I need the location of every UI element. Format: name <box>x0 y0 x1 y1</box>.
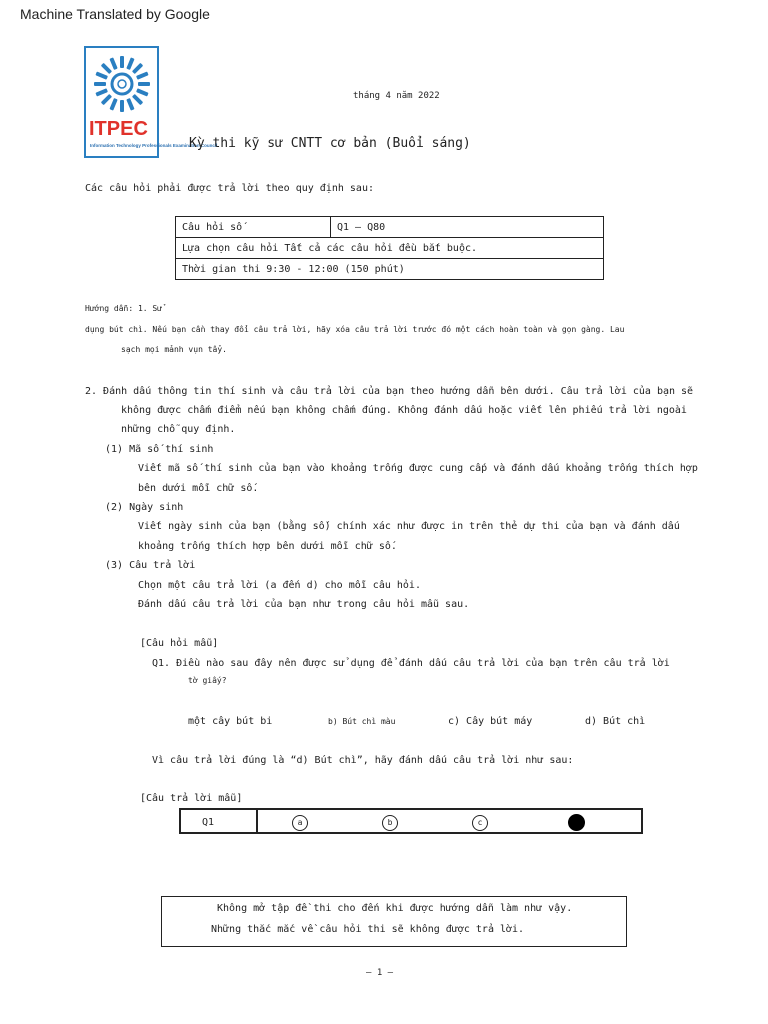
sample-heading: [Câu hỏi mẫu] <box>140 638 219 649</box>
sample-question: Q1. Điều nào sau đây nên được sử dụng để đánh dấu câu trả lời của bạn trên câu trả lời <box>152 658 670 669</box>
instructions-line: sạch mọi mảnh vụn tẩy. <box>121 345 227 354</box>
table-cell: Thời gian thi 9:30 - 12:00 (150 phút) <box>176 259 604 280</box>
sample-option: c) Cây bút máy <box>448 716 533 727</box>
item-text: Viết mã số thí sinh của bạn vào khoảng trống được cung cấp và đánh dấu khoảng trống thích hợp <box>138 463 698 474</box>
table-cell: Q1 – Q80 <box>331 217 604 238</box>
answer-bubble-d-filled[interactable] <box>568 814 585 831</box>
answer-heading: [Câu trả lời mẫu] <box>140 793 243 804</box>
instructions-line: dụng bút chì. Nếu bạn cần thay đổi câu trả lời, hãy xóa câu trả lời trước đó một cách hoàn toàn và gọn gàng. Lau <box>85 325 625 334</box>
notice-line: Những thắc mắc về câu hỏi thi sẽ không được trả lời. <box>211 924 525 935</box>
page-title: Kỳ thi kỹ sư CNTT cơ bản (Buổi sáng) <box>189 136 471 151</box>
exam-rules-table <box>175 216 604 280</box>
table-row <box>176 238 604 259</box>
itpec-emblem-icon <box>92 52 152 116</box>
sample-explanation: Vì câu trả lời đúng là “d) Bút chì”, hãy đánh dấu câu trả lời như sau: <box>152 755 574 766</box>
notice-line: Không mở tập đề thi cho đến khi được hướng dẫn làm như vậy. <box>217 903 573 914</box>
item-title: (2) Ngày sinh <box>105 502 184 513</box>
logo-subtitle: Information Technology Professionals Examination Council <box>90 143 218 148</box>
page-number: – 1 – <box>366 968 394 978</box>
sample-option: b) Bút chì màu <box>328 717 396 726</box>
exam-date: tháng 4 năm 2022 <box>353 91 440 101</box>
sample-answer-row <box>179 808 643 834</box>
section2-line: những chỗ quy định. <box>121 424 236 435</box>
table-cell: Lựa chọn câu hỏi Tất cả các câu hỏi đều bắt buộc. <box>176 238 604 259</box>
answer-bubble-a[interactable]: a <box>292 815 308 831</box>
logo-wordmark: ITPEC <box>89 118 148 140</box>
item-text: khoảng trống thích hợp bên dưới mỗi chữ số. <box>138 541 397 552</box>
item-text: Chọn một câu trả lời (a đến d) cho mỗi câu hỏi. <box>138 580 421 591</box>
intro-text: Các câu hỏi phải được trả lời theo quy định sau: <box>85 183 374 194</box>
answer-question-label: Q1 <box>202 817 215 828</box>
answer-bubble-c[interactable]: c <box>472 815 488 831</box>
table-row <box>176 217 604 238</box>
item-text: bên dưới mỗi chữ số. <box>138 483 259 494</box>
sample-question-cont: tờ giấy? <box>188 676 227 685</box>
answer-bubble-b[interactable]: b <box>382 815 398 831</box>
instructions-label: Hướng dẫn: 1. Sử <box>85 304 163 313</box>
section2-line: không được chấm điểm nếu bạn không chấm đúng. Không đánh dấu hoặc viết lên phiếu trả lời ngoài <box>121 405 687 416</box>
item-text: Viết ngày sinh của bạn (bằng số) chính xác như được in trên thẻ dự thi của bạn và đánh dấu <box>138 521 680 532</box>
divider <box>256 810 258 832</box>
sample-option: một cây bút bi <box>188 716 273 727</box>
machine-translation-banner: Machine Translated by Google <box>20 6 210 22</box>
notice-box <box>161 896 627 947</box>
table-cell: Câu hỏi số <box>176 217 331 238</box>
item-title: (3) Câu trả lời <box>105 560 196 571</box>
table-row <box>176 259 604 280</box>
itpec-logo <box>84 46 218 158</box>
item-title: (1) Mã số thí sinh <box>105 444 214 455</box>
item-text: Đánh dấu câu trả lời của bạn như trong câu hỏi mẫu sau. <box>138 599 470 610</box>
sample-option: d) Bút chì <box>585 716 646 727</box>
section2-line: 2. Đánh dấu thông tin thí sinh và câu trả lời của bạn theo hướng dẫn bên dưới. Câu trả lời của bạn sẽ <box>85 386 694 397</box>
